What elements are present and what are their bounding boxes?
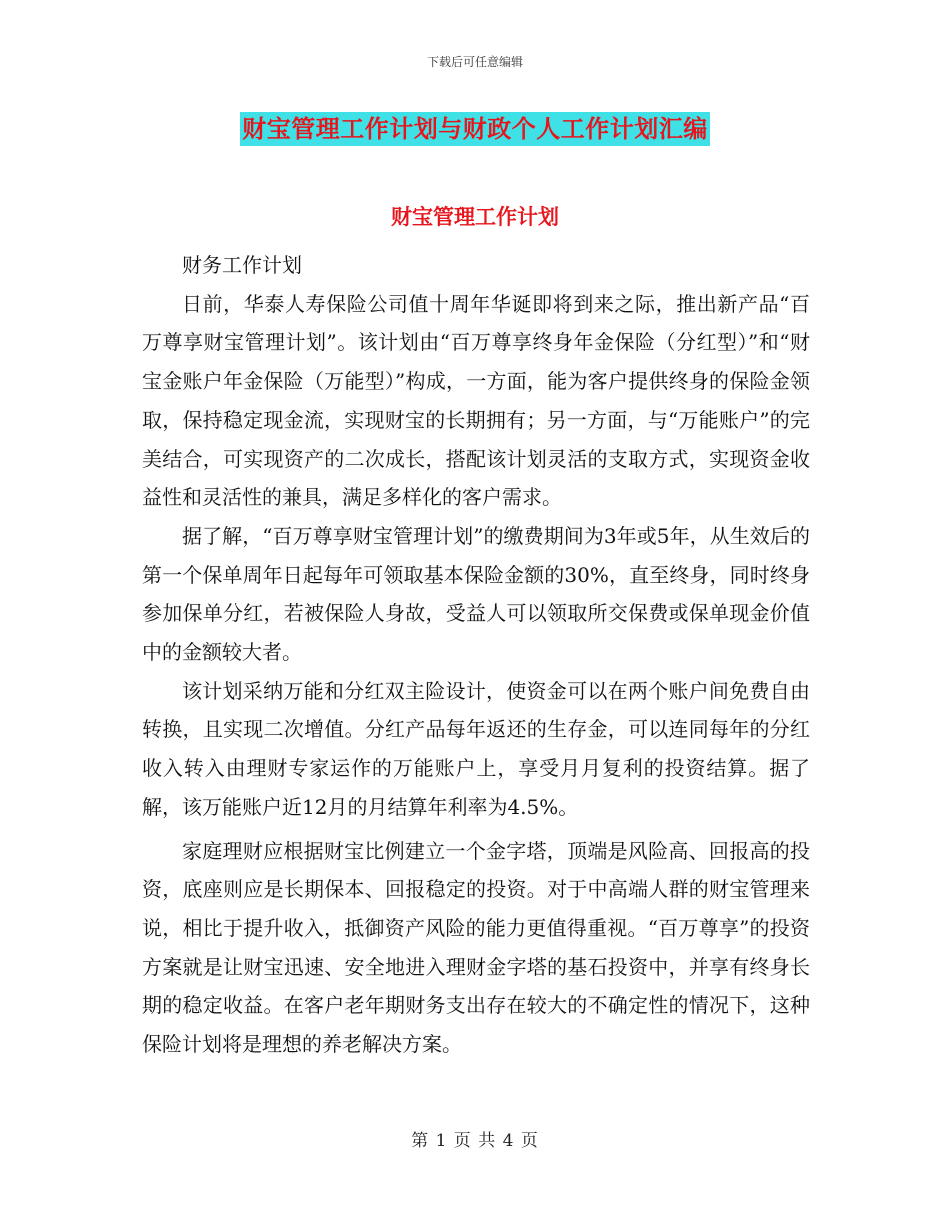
- paragraph: 该计划采纳万能和分红双主险设计，使资金可以在两个账户间免费自由转换，且实现二次增值。分红产品每年返还的生存金，可以连同每年的分红收入转入由理财专家运作的万能账户上，享受月月复利的投资结算。据了解，该万能账户近12月的月结算年利率为4.5%。: [142, 678, 810, 819]
- document-title: [0, 112, 950, 146]
- document-body: [142, 246, 810, 1064]
- paragraph: 日前，华泰人寿保险公司值十周年华诞即将到来之际，推出新产品“百万尊享财宝管理计划”。该计划由“百万尊享终身年金保险（分红型）”和“财宝金账户年金保险（万能型）”构成，一方面，能为客户提供终身的保险金领取，保持稳定现金流，实现财宝的长期拥有；另一方面，与“万能账户”的完美结合，可实现资产的二次成长，搭配该计划灵活的支取方式，实现资金收益性和灵活性的兼具，满足多样化的客户需求。: [142, 291, 810, 510]
- paragraph-heading: 财务工作计划: [182, 253, 302, 277]
- document-title-text: 财宝管理工作计划与财政个人工作计划汇编: [240, 112, 710, 146]
- section-title: 财宝管理工作计划: [391, 204, 559, 229]
- paragraph: 据了解，“百万尊享财宝管理计划”的缴费期间为3年或5年，从生效后的第一个保单周年日起每年可领取基本保险金额的30%，直至终身，同时终身参加保单分红，若被保险人身故，受益人可以领取所交保费或保单现金价值中的金额较大者。: [142, 523, 810, 665]
- paragraph: 家庭理财应根据财宝比例建立一个金字塔，顶端是风险高、回报高的投资，底座则应是长期保本、回报稳定的投资。对于中高端人群的财宝管理来说，相比于提升收入，抵御资产风险的能力更值得重视。“百万尊享”的投资方案就是让财宝迅速、安全地进入理财金字塔的基石投资中，并享有终身长期的稳定收益。在客户老年期财务支出存在较大的不确定性的情况下，这种保险计划将是理想的养老解决方案。: [142, 838, 810, 1057]
- page-footer: 第 1 页 共 4 页: [411, 1131, 539, 1151]
- header-note: 下载后可任意编辑: [426, 55, 523, 69]
